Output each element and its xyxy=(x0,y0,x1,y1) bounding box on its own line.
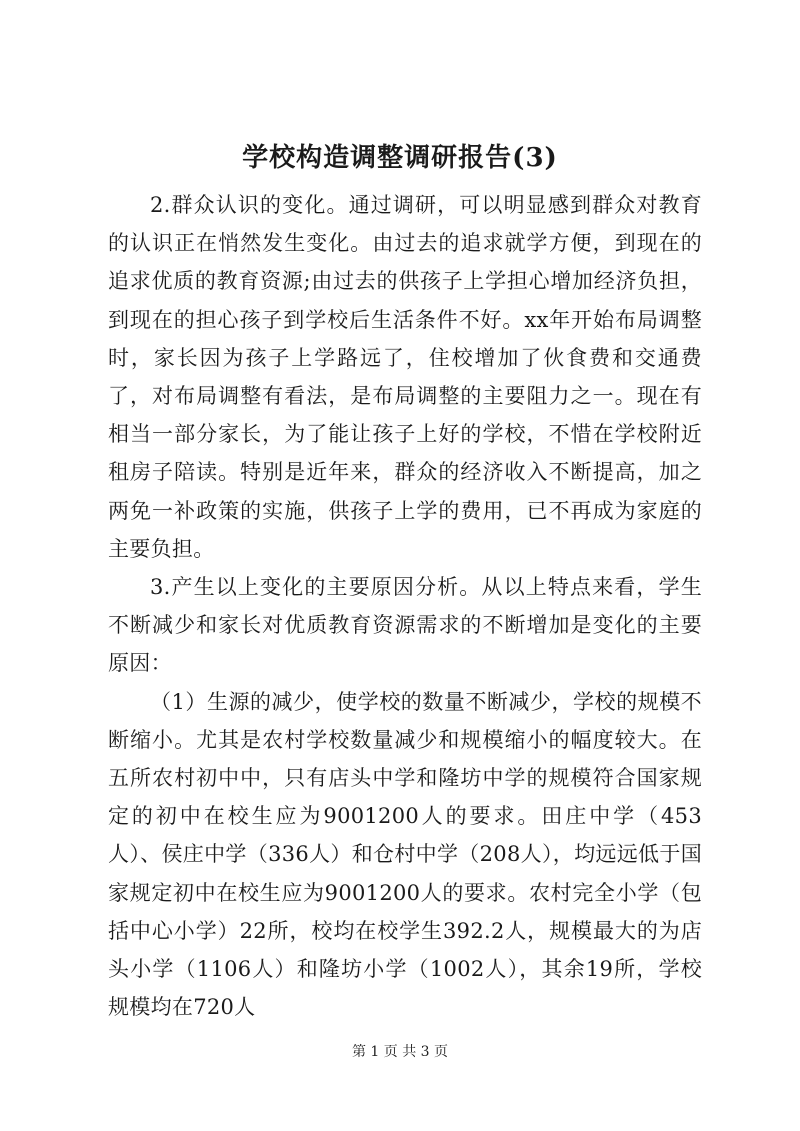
paragraph-public-awareness: 2.群众认识的变化。通过调研，可以明显感到群众对教育的认识正在悄然发生变化。由过去的追求就学方便，到现在的追求优质的教育资源;由过去的供孩子上学担心增加经济负担，到现在的担心孩子到学校后生活条件不好。xx年开始布局调整时，家长因为孩子上学路远了，住校增加了伙食费和交通费了，对布局调整有看法，是布局调整的主要阻力之一。现在有相当一部分家长，为了能让孩子上好的学校，不惜在学校附近租房子陪读。特别是近年来，群众的经济收入不断提高，加之两免一补政策的实施，供孩子上学的费用，已不再成为家庭的主要负担。 xyxy=(108,193,702,561)
paragraph-cause-analysis: 3.产生以上变化的主要原因分析。从以上特点来看，学生不断减少和家长对优质教育资源需求的不断增加是变化的主要原因： xyxy=(108,575,702,676)
page-number-footer: 第 1 页 共 3 页 xyxy=(351,1044,449,1060)
document-title: 学校构造调整调研报告(3) xyxy=(242,143,558,173)
document-body xyxy=(108,186,702,1026)
paragraph-student-decline: （1）生源的减少，使学校的数量不断减少，学校的规模不断缩小。尤其是农村学校数量减少和规模缩小的幅度较大。在五所农村初中中，只有店头中学和隆坊中学的规模符合国家规定的初中在校生应为9001200人的要求。田庄中学（453人）、侯庄中学（336人）和仓村中学（208人），均远远低于国家规定初中在校生应为9001200人的要求。农村完全小学（包括中心小学）22所，校均在校学生392.2人，规模最大的为店头小学（1106人）和隆坊小学（1002人），其余19所，学校规模均在720人 xyxy=(108,689,702,1020)
